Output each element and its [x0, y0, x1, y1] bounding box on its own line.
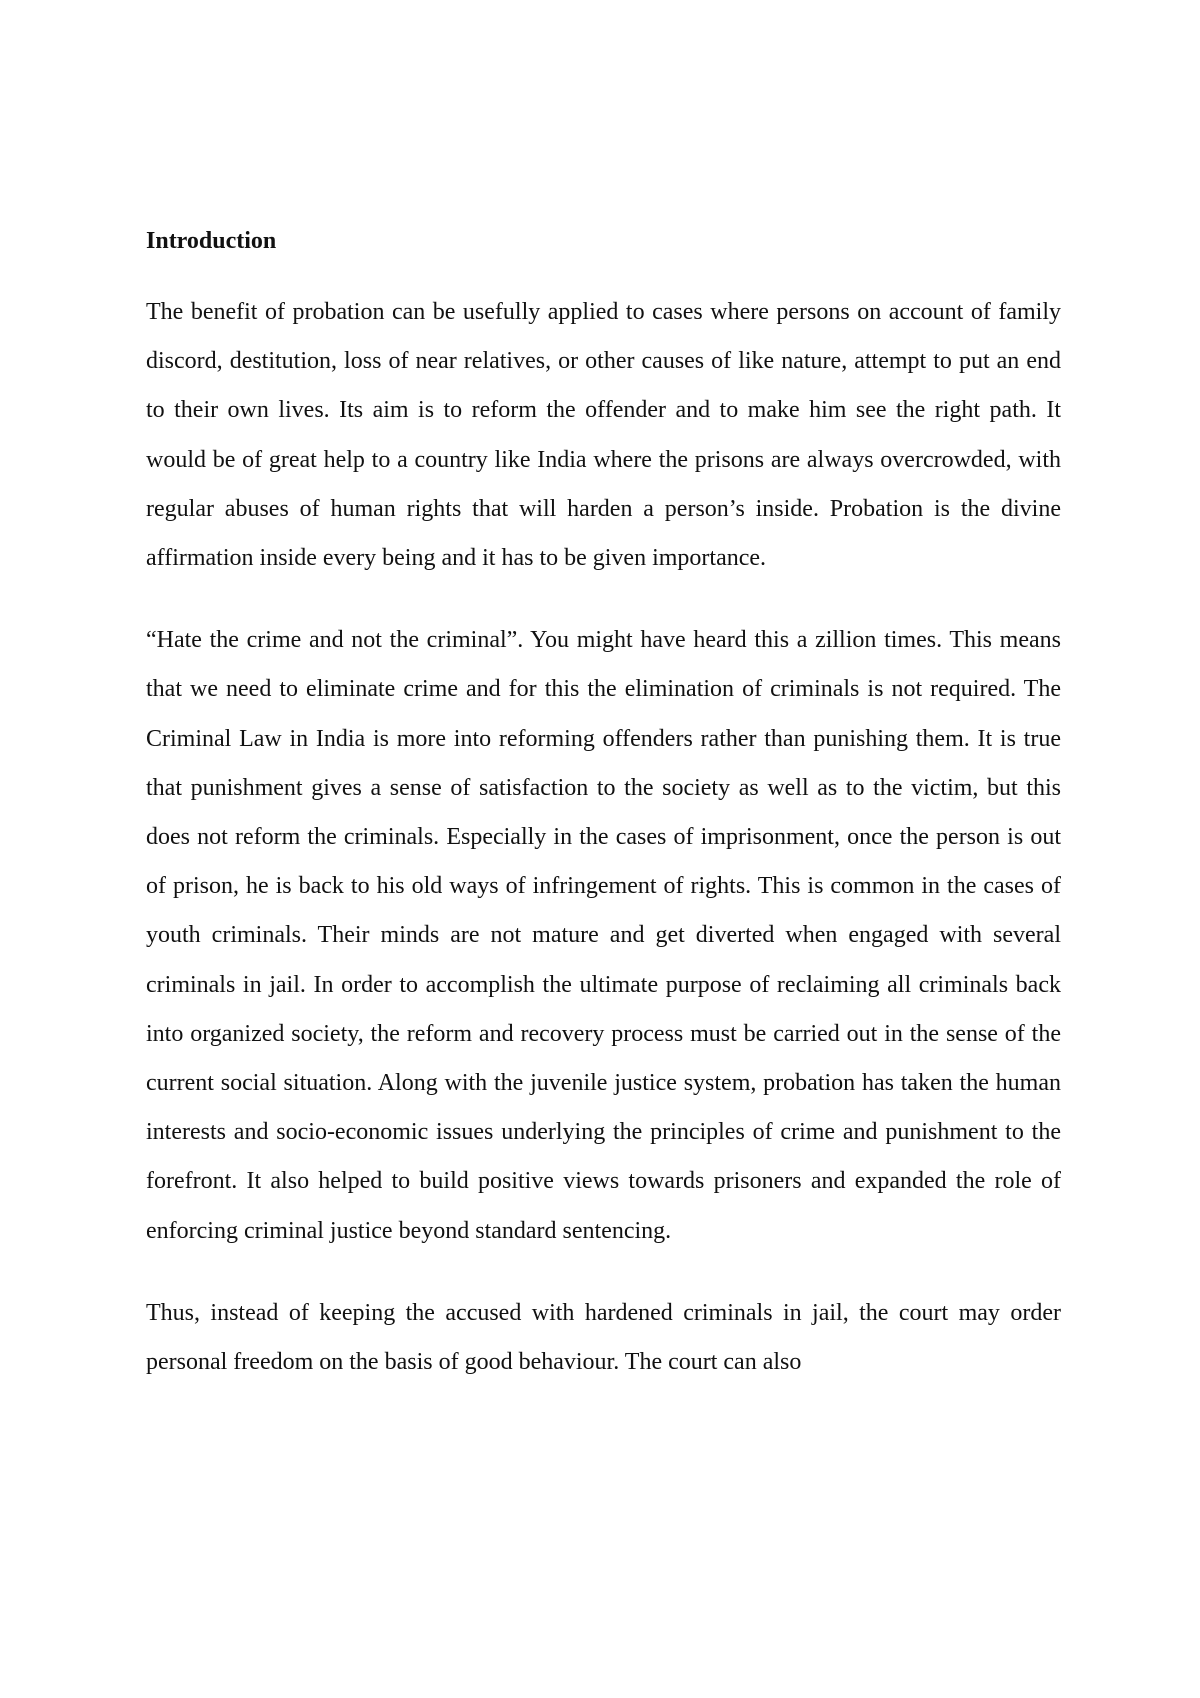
document-body: [146, 226, 1061, 1420]
paragraph-2: “Hate the crime and not the criminal”. You might have heard this a zillion times. This means that we need to eliminate crime and for this the elimination of criminals is not required. The Criminal Law in India is more into reforming offenders rather than punishing them. It is true that punishment gives a sense of satisfaction to the society as well as to the victim, but this does not reform the criminals. Especially in the cases of imprisonment, once the person is out of prison, he is back to his old ways of infringement of rights. This is common in the cases of youth criminals. Their minds are not mature and get diverted when engaged with several criminals in jail. In order to accomplish the ultimate purpose of reclaiming all criminals back into organized society, the reform and recovery process must be carried out in the sense of the current social situation. Along with the juvenile justice system, probation has taken the human interests and socio-economic issues underlying the principles of crime and punishment to the forefront. It also helped to build positive views towards prisoners and expanded the role of enforcing criminal justice beyond standard sentencing.: [146, 627, 1061, 1244]
section-heading: Introduction: [146, 228, 277, 254]
paragraph-3: Thus, instead of keeping the accused with hardened criminals in jail, the court may order personal freedom on the basis of good behaviour. The court can also: [146, 1299, 1061, 1376]
paragraph-1: The benefit of probation can be usefully applied to cases where persons on account of family discord, destitution, loss of near relatives, or other causes of like nature, attempt to put an end to their own lives. Its aim is to reform the offender and to make him see the right path. It would be of great help to a country like India where the prisons are always overcrowded, with regular abuses of human rights that will harden a person’s inside. Probation is the divine affirmation inside every being and it has to be given importance.: [146, 299, 1061, 572]
